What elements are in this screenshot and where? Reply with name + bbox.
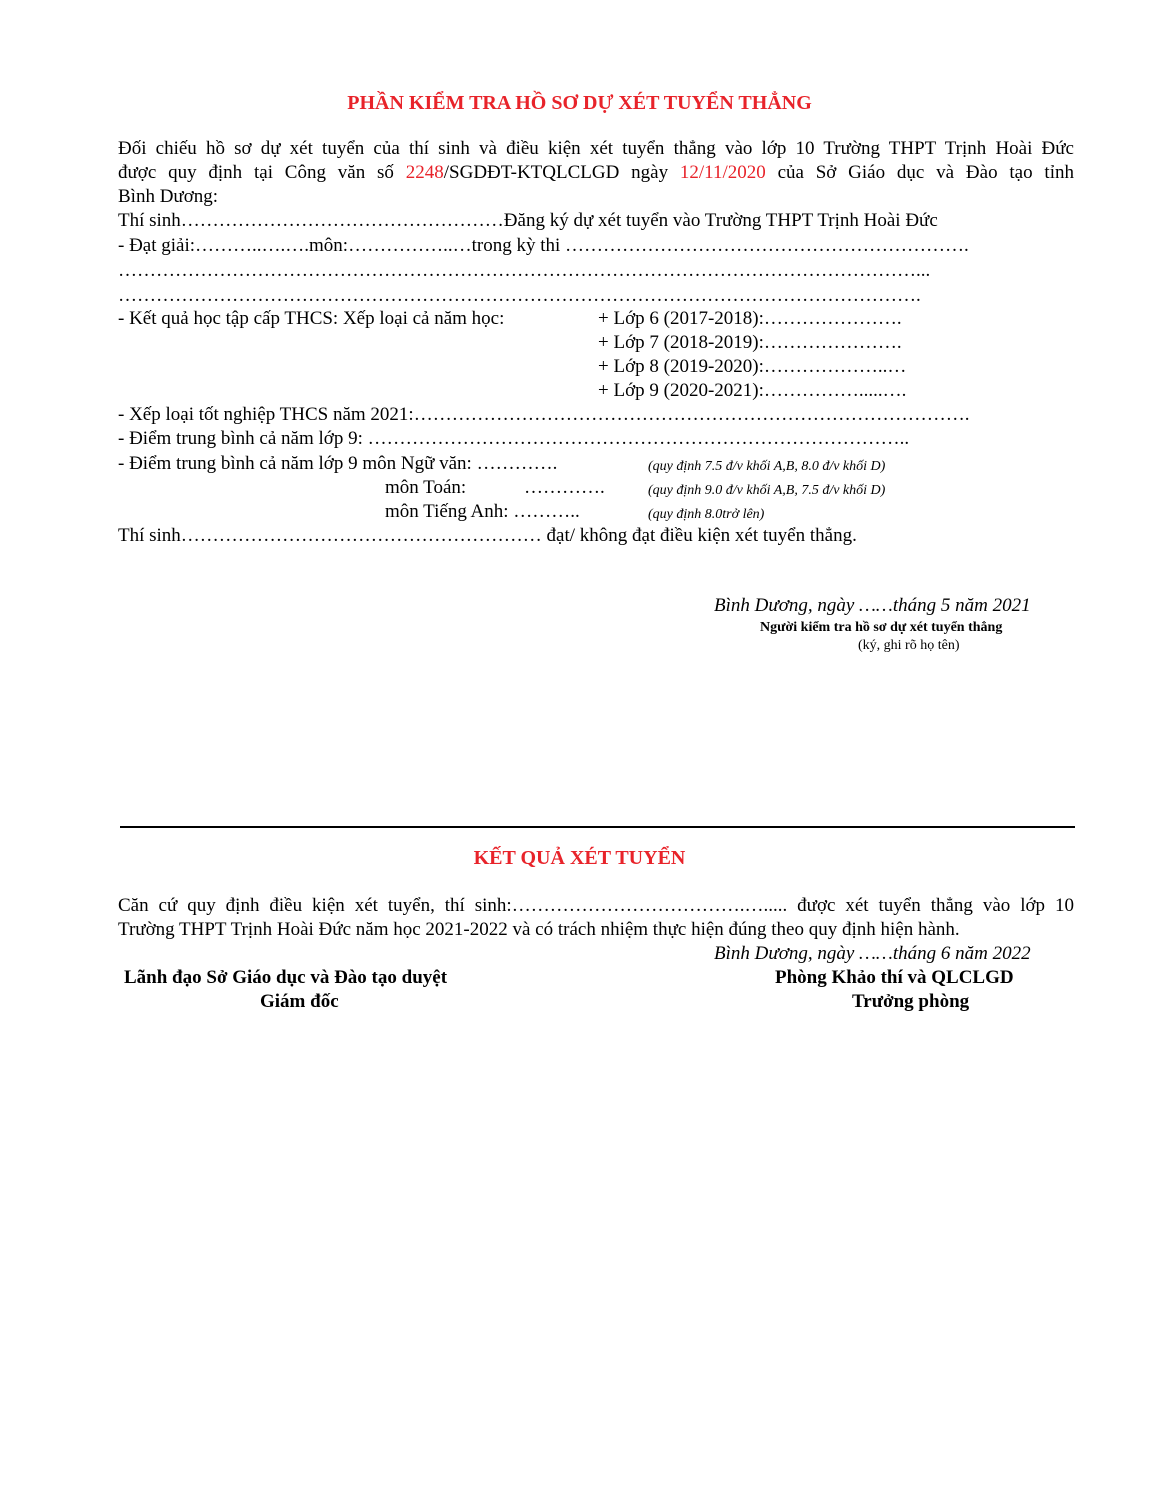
result-line-1: Căn cứ quy định điều kiện xét tuyển, thí sinh:……………………………….…..... được xét tuyển thẳng vào lớp 10 — [118, 895, 1074, 916]
grade-line: + Lớp 8 (2019-2020):………………..… — [598, 356, 907, 377]
candidate-line: Thí sinh……………………………………………Đăng ký dự xét tuyển vào Trường THPT Trịnh Hoài Đức — [118, 210, 938, 231]
award-line: - Đạt giải:………..….….môn:……………..…trong kỳ thi ………………………………………………………. — [118, 235, 969, 256]
intro-text-a: được quy định tại Công văn số — [118, 162, 406, 183]
right-sign-role: Trưởng phòng — [852, 991, 970, 1012]
left-sign-role: Giám đốc — [260, 991, 339, 1012]
subject-math-dots: …………. — [524, 477, 605, 498]
checker-note: (ký, ghi rõ họ tên) — [858, 638, 960, 653]
math-rule-note: (quy định 9.0 đ/v khối A,B, 7.5 đ/v khối D) — [648, 483, 886, 498]
literature-rule-note: (quy định 7.5 đ/v khối A,B, 8.0 đ/v khối D) — [648, 459, 886, 474]
left-sign-title: Lãnh đạo Sở Giáo dục và Đào tạo duyệt — [124, 967, 448, 988]
subject-literature-line: - Điểm trung bình cả năm lớp 9 môn Ngữ văn: …………. — [118, 453, 558, 474]
section-title-check: PHẦN KIỂM TRA HỒ SƠ DỰ XÉT TUYỂN THẲNG — [347, 92, 812, 114]
intro-line-1: Đối chiếu hồ sơ dự xét tuyển của thí sinh và điều kiện xét tuyển thẳng vào lớp 10 Trường THPT Trịnh Hoài Đức — [118, 138, 1074, 159]
results-label: - Kết quả học tập cấp THCS: Xếp loại cả năm học: — [118, 308, 505, 329]
document-date: 12/11/2020 — [679, 162, 766, 183]
section-title-result: KẾT QUẢ XÉT TUYỂN — [473, 847, 686, 869]
grade-line: + Lớp 7 (2018-2019):…………………. — [598, 332, 902, 353]
document-number: 2248 — [405, 162, 444, 183]
intro-text-b: /SGDĐT-KTQLCLGD ngày — [443, 162, 680, 183]
place-date-2021: Bình Dương, ngày ……tháng 5 năm 2021 — [714, 595, 1031, 616]
graduation-line: - Xếp loại tốt nghiệp THCS năm 2021:……………………………………………………………………………. — [118, 404, 970, 425]
conclusion-line: Thí sinh………………………………………………… đạt/ không đạt điều kiện xét tuyển thẳng. — [118, 525, 857, 546]
subject-english-line: môn Tiếng Anh: ……….. — [385, 501, 580, 522]
english-rule-note: (quy định 8.0trở lên) — [648, 507, 765, 522]
place-date-2022: Bình Dương, ngày ……tháng 6 năm 2022 — [714, 943, 1031, 964]
right-sign-title: Phòng Khảo thí và QLCLGD — [775, 967, 1014, 988]
intro-text-c: của Sở Giáo dục và Đào tạo tỉnh — [765, 162, 1074, 183]
intro-line-2 — [118, 162, 1074, 184]
grade-line: + Lớp 6 (2017-2018):…………………. — [598, 308, 902, 329]
checker-title: Người kiểm tra hồ sơ dự xét tuyển thẳng — [760, 620, 1003, 635]
section-divider — [120, 826, 1075, 828]
subject-math-label: môn Toán: — [385, 477, 467, 498]
dots-line-2: ………………………………………………………………………………………………………………. — [118, 285, 921, 306]
average-line: - Điểm trung bình cả năm lớp 9: ………………………………………………………………………….. — [118, 428, 910, 449]
intro-line-3: Bình Dương: — [118, 186, 219, 207]
dots-line-1: ………………………………………………………………………………………………………………... — [118, 260, 931, 281]
grade-line: + Lớp 9 (2020-2021):…………….....…. — [598, 380, 907, 401]
result-line-2: Trường THPT Trịnh Hoài Đức năm học 2021-2022 và có trách nhiệm thực hiện đúng theo quy định hiện hành. — [118, 919, 960, 940]
